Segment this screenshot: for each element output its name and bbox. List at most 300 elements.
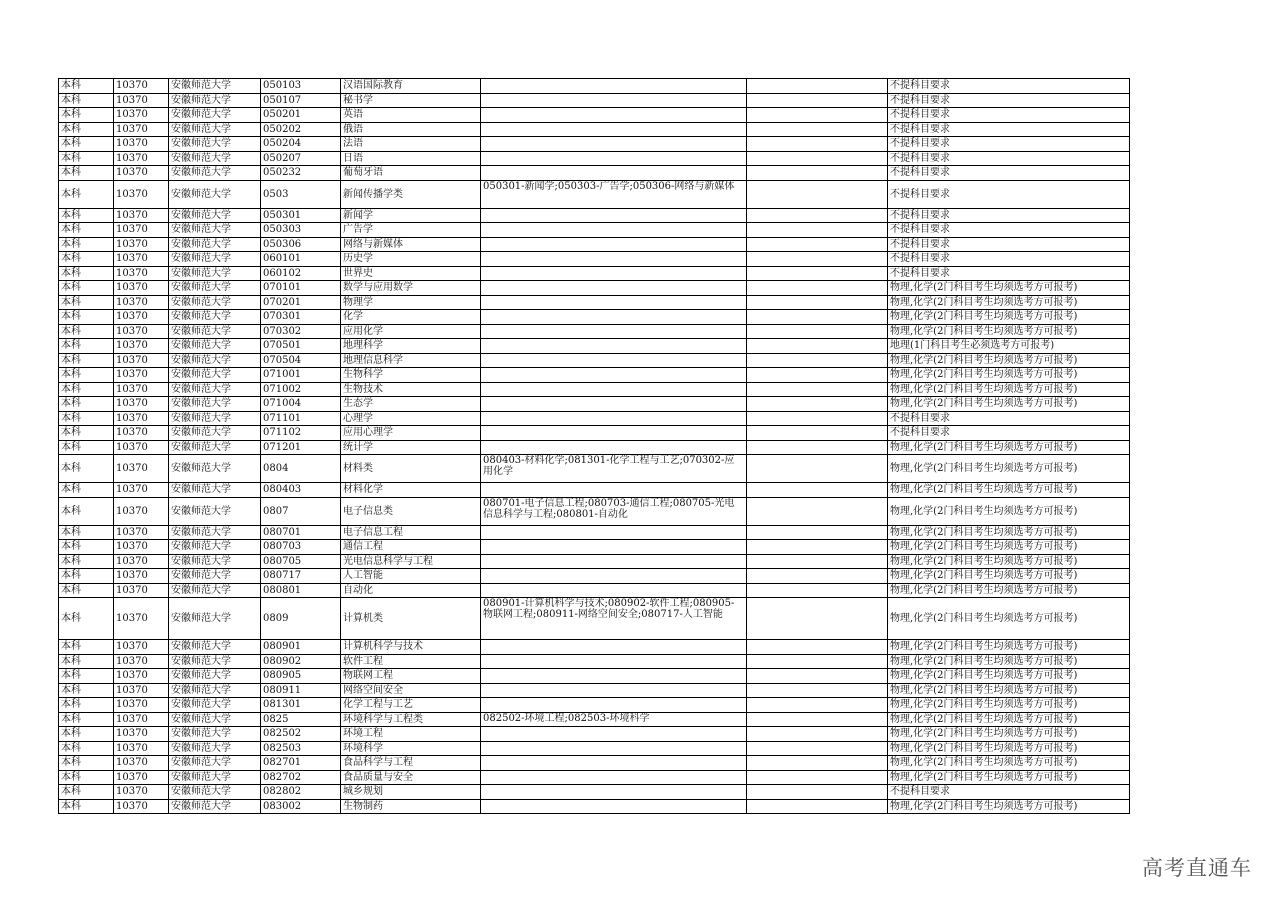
major-name-cell: 网络空间安全: [341, 683, 481, 698]
table-row: [59, 93, 1130, 108]
table-row: [59, 785, 1130, 800]
blank-cell: [747, 324, 888, 339]
subject-requirement-cell: 物理,化学(2门科目考生均须选考方可报考): [888, 554, 1130, 569]
blank-cell: [747, 266, 888, 281]
admission-subject-table: [58, 78, 1130, 814]
level-cell: 本科: [59, 540, 114, 555]
major-name-cell: 人工智能: [341, 569, 481, 584]
school-code-cell: 10370: [114, 281, 169, 296]
table-row: [59, 540, 1130, 555]
subject-requirement-cell: 不提科目要求: [888, 166, 1130, 181]
blank-cell: [747, 310, 888, 325]
subject-requirement-cell: 物理,化学(2门科目考生均须选考方可报考): [888, 640, 1130, 655]
blank-cell: [747, 583, 888, 598]
table-row: [59, 799, 1130, 814]
school-name-cell: 安徽师范大学: [169, 324, 261, 339]
school-name-cell: 安徽师范大学: [169, 93, 261, 108]
table-row: [59, 654, 1130, 669]
major-name-cell: 食品质量与安全: [341, 770, 481, 785]
level-cell: 本科: [59, 554, 114, 569]
major-name-cell: 日语: [341, 151, 481, 166]
included-majors-cell: [481, 525, 747, 540]
table-row: [59, 727, 1130, 742]
school-name-cell: 安徽师范大学: [169, 368, 261, 383]
school-code-cell: 10370: [114, 324, 169, 339]
subject-requirement-cell: 物理,化学(2门科目考生均须选考方可报考): [888, 727, 1130, 742]
level-cell: 本科: [59, 237, 114, 252]
major-code-cell: 0503: [261, 180, 341, 208]
school-code-cell: 10370: [114, 208, 169, 223]
school-code-cell: 10370: [114, 295, 169, 310]
major-name-cell: 英语: [341, 108, 481, 123]
school-code-cell: 10370: [114, 785, 169, 800]
included-majors-cell: [481, 554, 747, 569]
major-name-cell: 应用化学: [341, 324, 481, 339]
included-majors-cell: [481, 741, 747, 756]
major-code-cell: 060102: [261, 266, 341, 281]
included-majors-cell: 080901-计算机科学与技术;080902-软件工程;080905-物联网工程;080911-网络空间安全;080717-人工智能: [481, 598, 747, 640]
school-name-cell: 安徽师范大学: [169, 683, 261, 698]
level-cell: 本科: [59, 397, 114, 412]
level-cell: 本科: [59, 252, 114, 267]
level-cell: 本科: [59, 741, 114, 756]
major-name-cell: 生态学: [341, 397, 481, 412]
major-code-cell: 080717: [261, 569, 341, 584]
subject-requirement-cell: 物理,化学(2门科目考生均须选考方可报考): [888, 799, 1130, 814]
school-name-cell: 安徽师范大学: [169, 397, 261, 412]
table-row: [59, 426, 1130, 441]
subject-requirement-cell: 物理,化学(2门科目考生均须选考方可报考): [888, 569, 1130, 584]
subject-requirement-cell: 物理,化学(2门科目考生均须选考方可报考): [888, 368, 1130, 383]
school-code-cell: 10370: [114, 166, 169, 181]
major-name-cell: 广告学: [341, 223, 481, 238]
school-code-cell: 10370: [114, 583, 169, 598]
subject-requirement-cell: 不提科目要求: [888, 266, 1130, 281]
major-name-cell: 环境科学与工程类: [341, 712, 481, 727]
school-code-cell: 10370: [114, 799, 169, 814]
table-row: [59, 669, 1130, 684]
blank-cell: [747, 208, 888, 223]
level-cell: 本科: [59, 266, 114, 281]
school-name-cell: 安徽师范大学: [169, 770, 261, 785]
major-code-cell: 071101: [261, 411, 341, 426]
school-code-cell: 10370: [114, 497, 169, 525]
level-cell: 本科: [59, 569, 114, 584]
major-code-cell: 050303: [261, 223, 341, 238]
level-cell: 本科: [59, 785, 114, 800]
level-cell: 本科: [59, 455, 114, 483]
blank-cell: [747, 426, 888, 441]
subject-requirement-cell: 物理,化学(2门科目考生均须选考方可报考): [888, 598, 1130, 640]
subject-requirement-cell: 物理,化学(2门科目考生均须选考方可报考): [888, 683, 1130, 698]
school-name-cell: 安徽师范大学: [169, 411, 261, 426]
table-row: [59, 79, 1130, 94]
major-code-cell: 050103: [261, 79, 341, 94]
blank-cell: [747, 397, 888, 412]
subject-requirement-cell: 不提科目要求: [888, 237, 1130, 252]
subject-requirement-cell: 物理,化学(2门科目考生均须选考方可报考): [888, 669, 1130, 684]
table-row: [59, 741, 1130, 756]
major-name-cell: 电子信息类: [341, 497, 481, 525]
major-code-cell: 082701: [261, 756, 341, 771]
table-row: [59, 397, 1130, 412]
table-row: [59, 208, 1130, 223]
school-code-cell: 10370: [114, 669, 169, 684]
school-name-cell: 安徽师范大学: [169, 756, 261, 771]
table-row: [59, 295, 1130, 310]
level-cell: 本科: [59, 756, 114, 771]
included-majors-cell: [481, 137, 747, 152]
level-cell: 本科: [59, 770, 114, 785]
blank-cell: [747, 108, 888, 123]
table-row: [59, 483, 1130, 498]
major-code-cell: 083002: [261, 799, 341, 814]
school-name-cell: 安徽师范大学: [169, 266, 261, 281]
included-majors-cell: [481, 569, 747, 584]
included-majors-cell: [481, 397, 747, 412]
subject-requirement-cell: 地理(1门科目考生必须选考方可报考): [888, 339, 1130, 354]
major-name-cell: 材料化学: [341, 483, 481, 498]
blank-cell: [747, 339, 888, 354]
school-name-cell: 安徽师范大学: [169, 252, 261, 267]
major-code-cell: 080403: [261, 483, 341, 498]
level-cell: 本科: [59, 426, 114, 441]
included-majors-cell: [481, 727, 747, 742]
subject-requirement-cell: 物理,化学(2门科目考生均须选考方可报考): [888, 654, 1130, 669]
subject-requirement-cell: 不提科目要求: [888, 79, 1130, 94]
school-code-cell: 10370: [114, 310, 169, 325]
table-row: [59, 151, 1130, 166]
major-code-cell: 082702: [261, 770, 341, 785]
level-cell: 本科: [59, 712, 114, 727]
level-cell: 本科: [59, 310, 114, 325]
level-cell: 本科: [59, 223, 114, 238]
included-majors-cell: [481, 683, 747, 698]
school-code-cell: 10370: [114, 223, 169, 238]
school-name-cell: 安徽师范大学: [169, 598, 261, 640]
subject-requirement-cell: 物理,化学(2门科目考生均须选考方可报考): [888, 310, 1130, 325]
level-cell: 本科: [59, 411, 114, 426]
blank-cell: [747, 698, 888, 713]
major-code-cell: 070501: [261, 339, 341, 354]
school-name-cell: 安徽师范大学: [169, 382, 261, 397]
major-name-cell: 新闻学: [341, 208, 481, 223]
major-name-cell: 通信工程: [341, 540, 481, 555]
school-code-cell: 10370: [114, 540, 169, 555]
blank-cell: [747, 640, 888, 655]
subject-requirement-cell: 不提科目要求: [888, 252, 1130, 267]
major-code-cell: 080705: [261, 554, 341, 569]
school-code-cell: 10370: [114, 698, 169, 713]
school-name-cell: 安徽师范大学: [169, 310, 261, 325]
table-row: [59, 252, 1130, 267]
blank-cell: [747, 770, 888, 785]
school-name-cell: 安徽师范大学: [169, 799, 261, 814]
major-name-cell: 地理信息科学: [341, 353, 481, 368]
level-cell: 本科: [59, 295, 114, 310]
school-code-cell: 10370: [114, 180, 169, 208]
major-code-cell: 050232: [261, 166, 341, 181]
included-majors-cell: [481, 324, 747, 339]
school-name-cell: 安徽师范大学: [169, 785, 261, 800]
school-name-cell: 安徽师范大学: [169, 353, 261, 368]
major-code-cell: 070302: [261, 324, 341, 339]
subject-requirement-cell: 物理,化学(2门科目考生均须选考方可报考): [888, 353, 1130, 368]
major-code-cell: 080911: [261, 683, 341, 698]
included-majors-cell: [481, 108, 747, 123]
major-code-cell: 080703: [261, 540, 341, 555]
major-code-cell: 082502: [261, 727, 341, 742]
major-name-cell: 世界史: [341, 266, 481, 281]
major-name-cell: 葡萄牙语: [341, 166, 481, 181]
school-name-cell: 安徽师范大学: [169, 583, 261, 598]
subject-requirement-cell: 不提科目要求: [888, 93, 1130, 108]
blank-cell: [747, 669, 888, 684]
major-name-cell: 地理科学: [341, 339, 481, 354]
major-code-cell: 050207: [261, 151, 341, 166]
school-name-cell: 安徽师范大学: [169, 281, 261, 296]
blank-cell: [747, 455, 888, 483]
level-cell: 本科: [59, 353, 114, 368]
level-cell: 本科: [59, 683, 114, 698]
major-code-cell: 080905: [261, 669, 341, 684]
included-majors-cell: [481, 669, 747, 684]
subject-requirement-cell: 物理,化学(2门科目考生均须选考方可报考): [888, 440, 1130, 455]
blank-cell: [747, 569, 888, 584]
level-cell: 本科: [59, 654, 114, 669]
included-majors-cell: [481, 640, 747, 655]
school-name-cell: 安徽师范大学: [169, 295, 261, 310]
school-code-cell: 10370: [114, 440, 169, 455]
school-name-cell: 安徽师范大学: [169, 223, 261, 238]
table-row: [59, 497, 1130, 525]
school-code-cell: 10370: [114, 483, 169, 498]
level-cell: 本科: [59, 122, 114, 137]
major-name-cell: 食品科学与工程: [341, 756, 481, 771]
blank-cell: [747, 785, 888, 800]
school-code-cell: 10370: [114, 137, 169, 152]
table-row: [59, 281, 1130, 296]
major-name-cell: 新闻传播学类: [341, 180, 481, 208]
major-name-cell: 数学与应用数学: [341, 281, 481, 296]
included-majors-cell: [481, 654, 747, 669]
included-majors-cell: [481, 698, 747, 713]
table-row: [59, 137, 1130, 152]
table-row: [59, 368, 1130, 383]
included-majors-cell: [481, 122, 747, 137]
subject-requirement-cell: 不提科目要求: [888, 108, 1130, 123]
blank-cell: [747, 295, 888, 310]
school-code-cell: 10370: [114, 93, 169, 108]
blank-cell: [747, 122, 888, 137]
table-row: [59, 180, 1130, 208]
major-code-cell: 0807: [261, 497, 341, 525]
level-cell: 本科: [59, 525, 114, 540]
blank-cell: [747, 483, 888, 498]
table-row: [59, 382, 1130, 397]
table-row: [59, 583, 1130, 598]
major-name-cell: 计算机类: [341, 598, 481, 640]
level-cell: 本科: [59, 324, 114, 339]
included-majors-cell: [481, 382, 747, 397]
level-cell: 本科: [59, 180, 114, 208]
table-row: [59, 569, 1130, 584]
blank-cell: [747, 525, 888, 540]
school-code-cell: 10370: [114, 397, 169, 412]
included-majors-cell: [481, 440, 747, 455]
major-name-cell: 自动化: [341, 583, 481, 598]
subject-requirement-cell: 物理,化学(2门科目考生均须选考方可报考): [888, 770, 1130, 785]
included-majors-cell: [481, 295, 747, 310]
included-majors-cell: [481, 151, 747, 166]
major-name-cell: 生物科学: [341, 368, 481, 383]
included-majors-cell: 082502-环境工程;082503-环境科学: [481, 712, 747, 727]
included-majors-cell: [481, 166, 747, 181]
table-row: [59, 411, 1130, 426]
subject-requirement-cell: 不提科目要求: [888, 223, 1130, 238]
school-code-cell: 10370: [114, 266, 169, 281]
major-name-cell: 环境工程: [341, 727, 481, 742]
included-majors-cell: [481, 756, 747, 771]
level-cell: 本科: [59, 497, 114, 525]
table-row: [59, 698, 1130, 713]
school-name-cell: 安徽师范大学: [169, 166, 261, 181]
subject-requirement-cell: 不提科目要求: [888, 411, 1130, 426]
major-name-cell: 电子信息工程: [341, 525, 481, 540]
major-name-cell: 历史学: [341, 252, 481, 267]
major-name-cell: 环境科学: [341, 741, 481, 756]
major-code-cell: 080801: [261, 583, 341, 598]
table-row: [59, 108, 1130, 123]
blank-cell: [747, 741, 888, 756]
blank-cell: [747, 654, 888, 669]
school-code-cell: 10370: [114, 712, 169, 727]
included-majors-cell: [481, 237, 747, 252]
included-majors-cell: [481, 208, 747, 223]
subject-requirement-cell: 物理,化学(2门科目考生均须选考方可报考): [888, 712, 1130, 727]
table-row: [59, 598, 1130, 640]
included-majors-cell: [481, 310, 747, 325]
major-code-cell: 070301: [261, 310, 341, 325]
major-code-cell: 071001: [261, 368, 341, 383]
blank-cell: [747, 237, 888, 252]
major-code-cell: 0809: [261, 598, 341, 640]
school-code-cell: 10370: [114, 554, 169, 569]
table-row: [59, 122, 1130, 137]
blank-cell: [747, 93, 888, 108]
included-majors-cell: 080403-材料化学;081301-化学工程与工艺;070302-应用化学: [481, 455, 747, 483]
major-name-cell: 材料类: [341, 455, 481, 483]
major-name-cell: 秘书学: [341, 93, 481, 108]
major-name-cell: 城乡规划: [341, 785, 481, 800]
school-name-cell: 安徽师范大学: [169, 151, 261, 166]
school-name-cell: 安徽师范大学: [169, 698, 261, 713]
level-cell: 本科: [59, 727, 114, 742]
included-majors-cell: [481, 266, 747, 281]
school-name-cell: 安徽师范大学: [169, 554, 261, 569]
major-code-cell: 082802: [261, 785, 341, 800]
school-code-cell: 10370: [114, 79, 169, 94]
school-name-cell: 安徽师范大学: [169, 540, 261, 555]
major-code-cell: 050301: [261, 208, 341, 223]
table-row: [59, 640, 1130, 655]
major-code-cell: 080901: [261, 640, 341, 655]
included-majors-cell: [481, 426, 747, 441]
blank-cell: [747, 166, 888, 181]
school-code-cell: 10370: [114, 654, 169, 669]
table-row: [59, 770, 1130, 785]
table-row: [59, 683, 1130, 698]
major-name-cell: 化学工程与工艺: [341, 698, 481, 713]
level-cell: 本科: [59, 583, 114, 598]
table-row: [59, 554, 1130, 569]
school-code-cell: 10370: [114, 368, 169, 383]
major-name-cell: 生物制药: [341, 799, 481, 814]
level-cell: 本科: [59, 669, 114, 684]
subject-requirement-cell: 物理,化学(2门科目考生均须选考方可报考): [888, 497, 1130, 525]
major-code-cell: 080701: [261, 525, 341, 540]
major-code-cell: 050204: [261, 137, 341, 152]
blank-cell: [747, 281, 888, 296]
major-code-cell: 081301: [261, 698, 341, 713]
subject-requirement-cell: 不提科目要求: [888, 426, 1130, 441]
table-row: [59, 525, 1130, 540]
major-code-cell: 050202: [261, 122, 341, 137]
school-code-cell: 10370: [114, 353, 169, 368]
watermark-text: 高考直通车: [1142, 856, 1252, 880]
major-name-cell: 物联网工程: [341, 669, 481, 684]
included-majors-cell: [481, 411, 747, 426]
school-code-cell: 10370: [114, 411, 169, 426]
school-code-cell: 10370: [114, 727, 169, 742]
subject-requirement-cell: 不提科目要求: [888, 208, 1130, 223]
included-majors-cell: [481, 368, 747, 383]
blank-cell: [747, 440, 888, 455]
school-name-cell: 安徽师范大学: [169, 741, 261, 756]
school-name-cell: 安徽师范大学: [169, 525, 261, 540]
school-name-cell: 安徽师范大学: [169, 208, 261, 223]
major-name-cell: 计算机科学与技术: [341, 640, 481, 655]
school-name-cell: 安徽师范大学: [169, 497, 261, 525]
major-name-cell: 俄语: [341, 122, 481, 137]
school-code-cell: 10370: [114, 598, 169, 640]
included-majors-cell: [481, 483, 747, 498]
subject-requirement-cell: 不提科目要求: [888, 137, 1130, 152]
school-code-cell: 10370: [114, 151, 169, 166]
subject-requirement-cell: 物理,化学(2门科目考生均须选考方可报考): [888, 583, 1130, 598]
level-cell: 本科: [59, 698, 114, 713]
school-code-cell: 10370: [114, 756, 169, 771]
subject-requirement-cell: 物理,化学(2门科目考生均须选考方可报考): [888, 295, 1130, 310]
table-row: [59, 310, 1130, 325]
blank-cell: [747, 137, 888, 152]
subject-requirement-cell: 物理,化学(2门科目考生均须选考方可报考): [888, 525, 1130, 540]
included-majors-cell: [481, 252, 747, 267]
table-row: [59, 223, 1130, 238]
subject-requirement-cell: 不提科目要求: [888, 122, 1130, 137]
major-name-cell: 网络与新媒体: [341, 237, 481, 252]
major-code-cell: 071201: [261, 440, 341, 455]
major-code-cell: 071004: [261, 397, 341, 412]
school-name-cell: 安徽师范大学: [169, 483, 261, 498]
included-majors-cell: [481, 583, 747, 598]
level-cell: 本科: [59, 151, 114, 166]
major-name-cell: 物理学: [341, 295, 481, 310]
subject-requirement-cell: 不提科目要求: [888, 151, 1130, 166]
school-name-cell: 安徽师范大学: [169, 569, 261, 584]
included-majors-cell: [481, 93, 747, 108]
table-row: [59, 440, 1130, 455]
